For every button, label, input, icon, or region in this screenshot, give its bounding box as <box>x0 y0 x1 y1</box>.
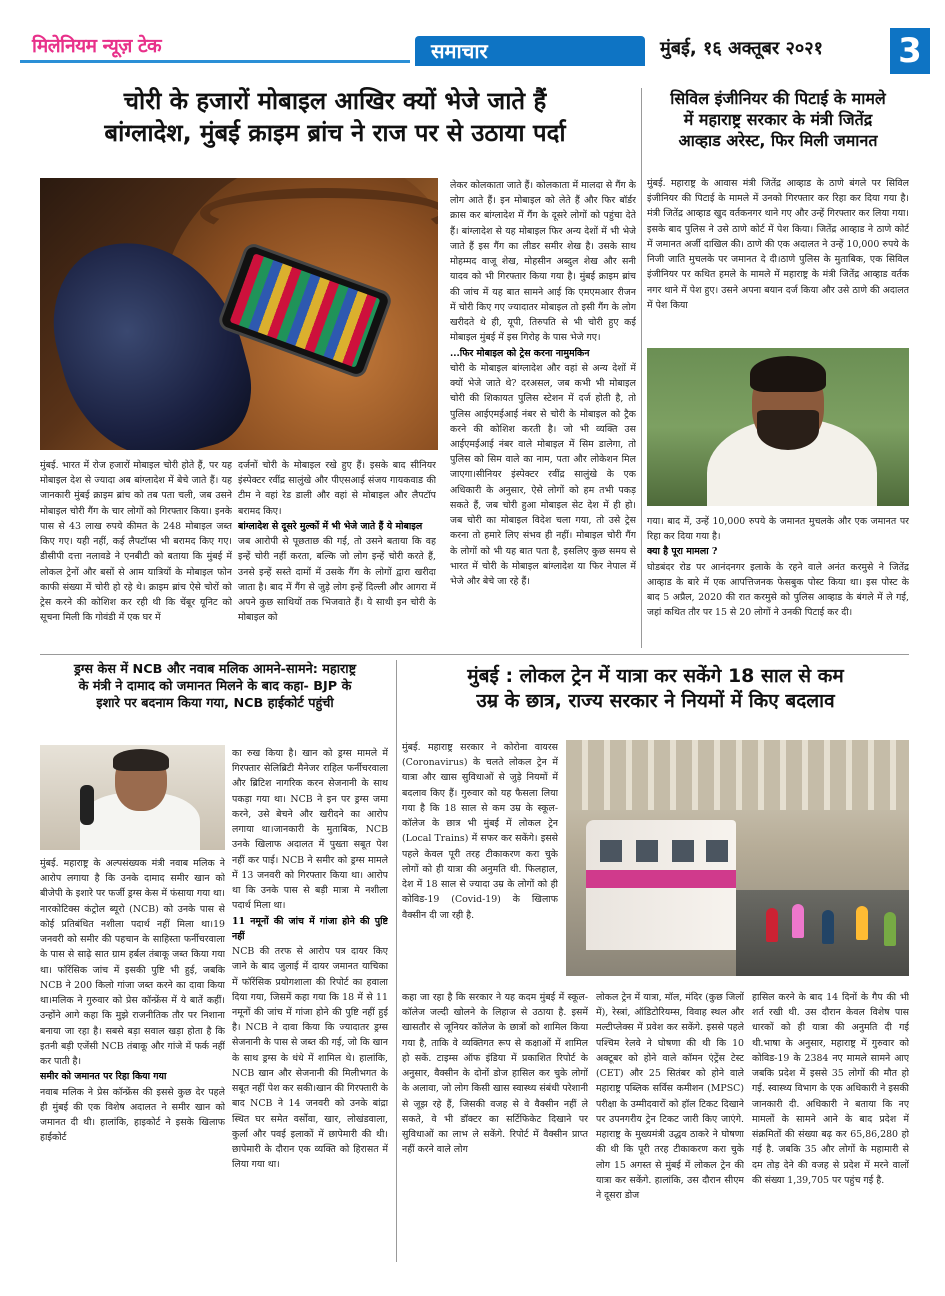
story1-col2a-text: दर्जनों चोरी के मोबाइल रखे हुए हैं। इसके बाद सीनियर इंस्पेक्टर रवींद्र सालुंखे और पीएसआई संजय गायकवाड की टीम ने वहां रेड डाली और वहां से मोबाइल और लैपटॉप बरामद किए। <box>238 460 436 517</box>
story2-body1-text: मुंबई. महाराष्ट्र के आवास मंत्री जितेंद्र आव्हाड के ठाणे बंगले पर सिविल इंजीनियर की पिटाई के मामले में उनको गिरफ्तार कर रिहा कर दिया गया है। मंत्री जितेंद्र आव्हाड खुद वर्तकनगर थाने गए और उन्हें गिरफ्तार कर लिया गया। इसके बाद पुलिस ने उसे ठाणे कोर्ट में पेश किया। जितेंद्र आव्हाड ने ठाणे कोर्ट में जमानत अर्जी दाखिल की। ठाणे की एक अदालत ने उन्हें 10,000 रुपये के निजी जाति मुचलके पर जमानत दे दी।ठाणे पुलिस के मुताबिक, एक सिविल इंजीनियर पर कथित हमले के मामले में महाराष्ट्र के मंत्री जितेंद्र आव्हाड वर्तक नगर थाने में पेश हुए। उसने अपना बयान दर्ज किया और उसे ठाणे की अदालत में पेश किया <box>647 178 909 311</box>
story3-column-1 <box>40 856 225 1262</box>
story3-col1-text: मुंबई. महाराष्ट्र के अल्पसंख्यक मंत्री नवाब मलिक ने आरोप लगाया है कि उनके दामाद समीर खान को बीजेपी के इशारे पर फर्जी ड्रग्स केस में फंसाया गया था। नारकोटिक्स कंट्रोल ब्यूरो (NCB) को उनके पास से कोई प्रतिबंधित नशीला पदार्थ नहीं मिला था।19 जनवरी को समीर की पहचान के साहिस्ता फर्नीचरवाला के पास से साढ़े सात ग्राम हर्बल तंबाकू जब्त किया गया था। फॉरेंसिक जांच में इसकी पुष्टि भी हुई, जबकि NCB ने 200 किलो गांजा जब्त करने का दावा किया था।मलिक ने गुरुवार को प्रेस कॉन्फ्रेंस में ये बातें कहीं। उन्होंने आगे कहा कि मुझे राजनीतिक तौर पर निशाना बनाया जा रहा है। सबसे बड़ा सवाल खड़ा होता है कि इतनी बड़ी एजेंसी NCB तंबाकू और गांजे में फर्क नहीं कर पाती है। <box>40 858 225 1068</box>
story4-column-2 <box>596 990 744 1262</box>
page-number: 3 <box>890 28 930 74</box>
awhad-photo <box>647 348 909 506</box>
story1-col2b-text: जब आरोपी से पूछताछ की गई, तो उसने बताया कि वह इन्हें चोरी नहीं करता, बल्कि जो लोग इन्हें चोरी करते हैं, उनसे इन्हें सस्ते दामों में उसके गैंग के लोगों द्वारा खरीदा जाता है। बाद में गैंग से जुड़े लोग इन्हें दिल्ली और आगरा में अपने कुछ साथियों तक भिजवाते हैं। ये साथी इन चोरी के मोबाइल को <box>238 536 436 624</box>
story1-headline-line2: बांग्लादेश, मुंबई क्राइम ब्रांच ने राज पर से उठाया पर्दा <box>104 118 566 147</box>
story2-headline <box>647 88 909 151</box>
story3-headline-line1: ड्रग्स केस में NCB और नवाब मलिक आमने-सामने: महाराष्ट्र <box>73 662 357 677</box>
story4-col1b-text: कहा जा रहा है कि सरकार ने यह कदम मुंबई में स्कूल-कॉलेज जल्दी खोलने के लिहाज से उठाया है. इसमें खासतौर से जूनियर कॉलेज के छात्रों को शामिल किया गया है, ताकि वे व्यक्तिगत रूप से कक्षाओं में शामिल हो सकें. टाइम्स ऑफ इंडिया में प्रकाशित रिपोर्ट के अनुसार, वैक्सीन के दोनों डोज हासिल कर चुके लोगों के अलावा, जो लोग किसी खास स्वास्थ्य संबंधी परेशानी से जूझ रहे हैं, जिसकी वजह से वे वैक्सीन नहीं ले सकते, वे भी डॉक्टर का सर्टिफिकेट दिखाने पर सुविधाओं का लाभ ले सकेंगे. रिपोर्ट में वैक्सीन प्राप्त नहीं करने वाले लोग <box>402 992 588 1156</box>
person-beard-shape <box>757 410 819 450</box>
story1-headline <box>40 86 630 149</box>
train-stripe-shape <box>586 870 736 888</box>
brand-name: मिलेनियम न्यूज़ टेक <box>32 35 162 57</box>
train-window <box>636 840 658 862</box>
masthead <box>20 20 925 72</box>
station-roof-shape <box>566 740 909 810</box>
microphone-icon <box>80 785 94 825</box>
nawab-malik-photo <box>40 745 225 850</box>
commuter-shape <box>792 904 804 938</box>
story3-headline-line3: इशारे पर बदनाम किया गया, NCB हाईकोर्ट पहुंची <box>96 695 334 711</box>
story2-body-2 <box>647 514 909 648</box>
story2-body2-text: गया। बाद में, उन्हें 10,000 रुपये के जमानत मुचलके और एक जमानत पर रिहा कर दिया गया है। <box>647 516 909 543</box>
story1-col3a-text: लेकर कोलकाता जाते हैं। कोलकाता में मालदा से गैंग के लोग आते हैं। इन मोबाइल को लेते हैं और फिर बॉर्डर क्रास कर बांग्लादेश में गैंग के दूसरे लोगों को पहुंचा देते हैं। बांग्लादेश से यह मोबाइल फिर अन्य देशों में भी भेजे जाते हैं इस गैंग का लीडर समीर शेख है। उसके साथ मोहम्मद वाजू शेख, मोहसीन अब्दुल शेख और सनी यादव को भी गिरफ्तार किया गया है। मुंबई क्राइम ब्रांच की जांच में यह बात सामने आई कि एमएमआर रीजन में चोरी किए गए ज्यादातर मोबाइल तो इसी गैंग के लोग खरीदते थे ही, यूपी, तिरुपति से भी चोरी हुए कई मोबाइल मुंबई में इस गिरोह के पास भेजे गए। <box>450 180 636 344</box>
story3-col2-subhead: 11 नमूनों की जांच में गांजा होने की पुष्टि नहीं <box>232 915 388 942</box>
story1-column-1 <box>40 458 232 652</box>
story1-headline-line1: चोरी के हजारों मोबाइल आखिर क्यों भेजे जाते हैं <box>123 87 547 115</box>
phone-theft-photo <box>40 178 438 450</box>
story4-col1-text: मुंबई. महाराष्ट्र सरकार ने कोरोना वायरस (Coronavirus) के चलते लोकल ट्रेन में यात्रा और खास सुविधाओं से जुड़े नियमों में बदलाव किए हैं। गुरुवार को यह फैसला लिया गया है कि 18 साल से कम उम्र के स्कूल-कॉलेज के छात्र भी मुंबई में लोकल ट्रेन (Local Trains) में सफर कर सकेंगे। इससे पहले केवल पूरी तरह टीकाकरण करा चुके लोगों को ही यात्रा की अनुमति थी. फिलहाल, देश में 18 साल से ज्यादा उम्र के लोगों को ही कोविड-19 (Covid-19) के खिलाफ वैक्सीन दी जा रही है. <box>402 742 558 921</box>
train-window <box>600 840 622 862</box>
story4-column-1b <box>402 990 588 1262</box>
person-hair-shape <box>750 356 826 392</box>
commuter-shape <box>856 906 868 940</box>
story1-column-3 <box>450 178 636 648</box>
story4-column-3 <box>752 990 909 1262</box>
story2-headline-line2: में महाराष्ट्र सरकार के मंत्री जितेंद्र <box>683 110 873 130</box>
story3-col1b-text: नवाब मलिक ने प्रेस कॉन्फ्रेंस की इससे कुछ देर पहले ही मुंबई की एक विशेष अदालत ने समीर खान को जमानत दी थी। हालांकि, हाइकोर्ट ने इसके खिलाफ हाईकोर्ट <box>40 1086 225 1144</box>
story2-body-1 <box>647 176 909 344</box>
story2-headline-line3: आव्हाड अरेस्ट, फिर मिली जमानत <box>678 131 878 151</box>
column-divider <box>641 88 642 648</box>
section-label: समाचार <box>415 36 645 66</box>
train-window <box>672 840 694 862</box>
story3-col2b-text: NCB की तरफ से आरोप पत्र दायर किए जाने के बाद जुलाई में दायर जमानत याचिका में फॉरेंसिक प्रयोगशाला की रिपोर्ट का हवाला दिया गया, जिसमें कहा गया कि 18 में से 11 नमूनों की जांच में गांजा होने की पुष्टि नहीं हुई है। NCB ने दावा किया कि ज्यादातर ड्रग्स सेजनानी के पास से जब्त की गई, जो कि खान के साथ ड्रग्स के धंधे में शामिल थे। हालांकि, NCB खान और सेजनानी की मिलीभगत के सबूत नहीं पेश कर सकी।खान की गिरफ्तारी के बाद NCB ने 14 जनवरी को उनके बांद्रा स्थित घर समेत वर्सोवा, खार, लोखंडवाला, कुर्ला और पवई इलाकों में छापेमारी की थी। छापेमारी के दौरान एक व्यक्ति को हिरासत में लिया गया था। <box>232 946 388 1171</box>
person-hair-shape <box>113 749 169 771</box>
story1-col2-subhead: बांग्लादेश से दूसरे मुल्कों में भी भेजे जाते हैं ये मोबाइल <box>238 520 423 532</box>
section-divider <box>40 654 909 655</box>
commuter-shape <box>884 912 896 946</box>
commuter-shape <box>822 910 834 944</box>
story4-col2-text: लोकल ट्रेन में यात्रा, मॉल, मंदिर (कुछ जिलों में), रेस्त्रां, ऑडिटोरियम्स, विवाह स्थल और मल्टीप्लेक्स में प्रवेश कर सकेंगे. इससे पहले पश्चिम रेलवे ने घोषणा की थी कि 10 अक्टूबर को होने वाले कॉमन एंट्रेंस टेस्ट (CET) और 25 सितंबर को होने वाले महाराष्ट्र पब्लिक सर्विस कमीशन (MPSC) परीक्षा के उम्मीदवारों को हॉल टिकट दिखाने पर उपनगरीय ट्रेन टिकट जारी किए जाएंगे. महाराष्ट्र के मुख्यमंत्री उद्धव ठाकरे ने घोषणा की थी कि पूरी तरह टीकाकरण करा चुके लोग 15 अगस्त से मुंबई में लोकल ट्रेन की यात्रा कर सकेंगे. हालांकि, उस दौरान सीएम ने दूसरा डोज <box>596 992 744 1202</box>
story4-headline-line2: उम्र के छात्र, राज्य सरकार ने नियमों में किए बदलाव <box>476 690 835 713</box>
story1-column-2 <box>238 458 436 652</box>
story4-headline-line1: मुंबई : लोकल ट्रेन में यात्रा कर सकेंगे 18 साल से कम <box>467 665 844 687</box>
story4-headline <box>402 664 909 714</box>
story3-headline <box>40 662 390 713</box>
handbag-strap-shape <box>200 188 438 238</box>
column-divider <box>396 660 397 1262</box>
story1-col3b-text: चोरी के मोबाइल बांग्लादेश और वहां से अन्य देशों में क्यों भेजे जाते थे? दरअसल, जब कभी भी मोबाइल चोरी की शिकायत पुलिस स्टेशन में दर्ज होती है, तो पुलिस आईएमईआई नंबर से चोरी के मोबाइल को ट्रैक करने की कोशिश करती है। जो भी व्यक्ति उस आईएमईआई नंबर वाले मोबाइल में सिम डालेगा, तो पुलिस को सिम वाले का नाम, पता और लोकेशन मिल जाएगा।सीनियर इंस्पेक्टर रवींद्र सालुंखे के एक अधिकारी के अनुसार, ऐसे लोगों को हम तभी पकड़ सकते हैं, जब चोरी हुआ मोबाइल सेट देश में ही हो। जब चोरी का मोबाइल विदेश चला गया, तो उसे ट्रेस करना तो हमारे लिए संभव ही नहीं। मोबाइल चोरी गैंग के लोगों को भी यह बात पता है, इसलिए कुछ समय से भारत में चोरी के मोबाइल बांग्लादेश या फिर नेपाल में भेजे और बेचे जा रहे हैं। <box>450 362 636 588</box>
story3-column-2 <box>232 746 388 1262</box>
story1-col1-text: मुंबई. भारत में रोज हजारों मोबाइल चोरी होते हैं, पर यह मोबाइल देश से ज्यादा अब बांग्लादेश में बेचे जाते हैं। यह जानकारी मुंबई क्राइम ब्रांच को तब पता चली, जब उसने मोबाइल चोरी गैंग के चार लोगों को गिरफ्तार किया। इनके पास से 43 लाख रुपये कीमत के 248 मोबाइल जब्त किए गए। यही नहीं, कई लैपटॉप्स भी बरामद किए गए।डीसीपी दत्ता नलावडे ने एनबीटी को बताया कि मुंबई में लोकल ट्रेनों और बसों से आम यात्रियों के मोबाइल फोन काफी संख्या में चोरी हो रहे थे। क्राइम ब्रांच ऐसे चोरों को ट्रेस करने की कोशिश कर रही थी कि चेंबूर यूनिट को सूचना मिली कि गोवंडी में एक घर में <box>40 460 232 624</box>
story4-col3-text: हासिल करने के बाद 14 दिनों के गैप की भी शर्त रखी थी. उस दौरान केवल विशेष पास धारकों को ही यात्रा की अनुमति दी गई थी.भाषा के अनुसार, महाराष्ट्र में गुरुवार को कोविड-19 के 2384 नए मामले सामने आए जबकि प्रदेश में इससे 35 लोगों की मौत हो गई. स्वास्थ्य विभाग के एक अधिकारी ने इसकी जानकारी दी. अधिकारी ने बताया कि नए मामलों के सामने आने के बाद प्रदेश में संक्रमितों की संख्या बढ़ कर 65,86,280 हो गई है. जबकि 35 और लोगों के महामारी से दम तोड़ देने की वजह से प्रदेश में मरने वालों की संख्या 1,39,705 पर पहुंच गई है. <box>752 992 909 1186</box>
story2-headline-line1: सिविल इंजीनियर की पिटाई के मामले <box>670 89 886 108</box>
story1-col3-subhead: ...फिर मोबाइल को ट्रेस करना नामुमकिन <box>450 347 590 359</box>
story3-col2-text: का रुख किया है। खान को ड्रग्स मामले में गिरफ्तार सेलिब्रिटी मैनेजर राहिल फर्नीचरवाला और ब्रिटिश नागरिक करन सेजनानी के साथ पकड़ा गया था। NCB ने इन पर ड्रग्स जमा करने, उसे बेचने और खरीदने का आरोप लगाया था।जानकारी के मुताबिक, NCB उनके खिलाफ अदालत में पुख्ता सबूत पेश नहीं कर पाई। NCB ने समीर को ड्रग्स मामले में 13 जनवरी को गिरफ्तार किया था। आरोप था कि उनके पास से बड़ी मात्रा मे नशीला पदार्थ मिला था। <box>232 748 388 912</box>
dateline: मुंबई, १६ अक्तूबर २०२१ <box>660 38 823 59</box>
story2-body3-text: घोडबंदर रोड पर आनंदनगर इलाके के रहने वाले अनंत करमुसे ने जितेंद्र आव्हाड के बारे में एक आपत्तिजनक फेसबुक पोस्ट किया था। इस पोस्ट के बाद 5 अप्रैल, 2020 की रात करमुसे को पुलिस आव्हाड के बंगले में ले गई, जहां कथित तौर पर 15 से 20 लोगों ने उनकी पिटाई कर दी। <box>647 561 909 619</box>
story2-subhead: क्या है पूरा मामला ? <box>647 546 718 558</box>
commuter-shape <box>766 908 778 942</box>
local-train-photo <box>566 740 909 976</box>
story3-headline-line2: के मंत्री ने दामाद को जमानत मिलने के बाद कहा- BJP के <box>78 678 352 694</box>
story4-column-1a <box>402 740 558 986</box>
brand-rule <box>20 60 410 63</box>
story3-col1-subhead: समीर को जमानत पर रिहा किया गया <box>40 1071 167 1083</box>
train-window <box>706 840 728 862</box>
